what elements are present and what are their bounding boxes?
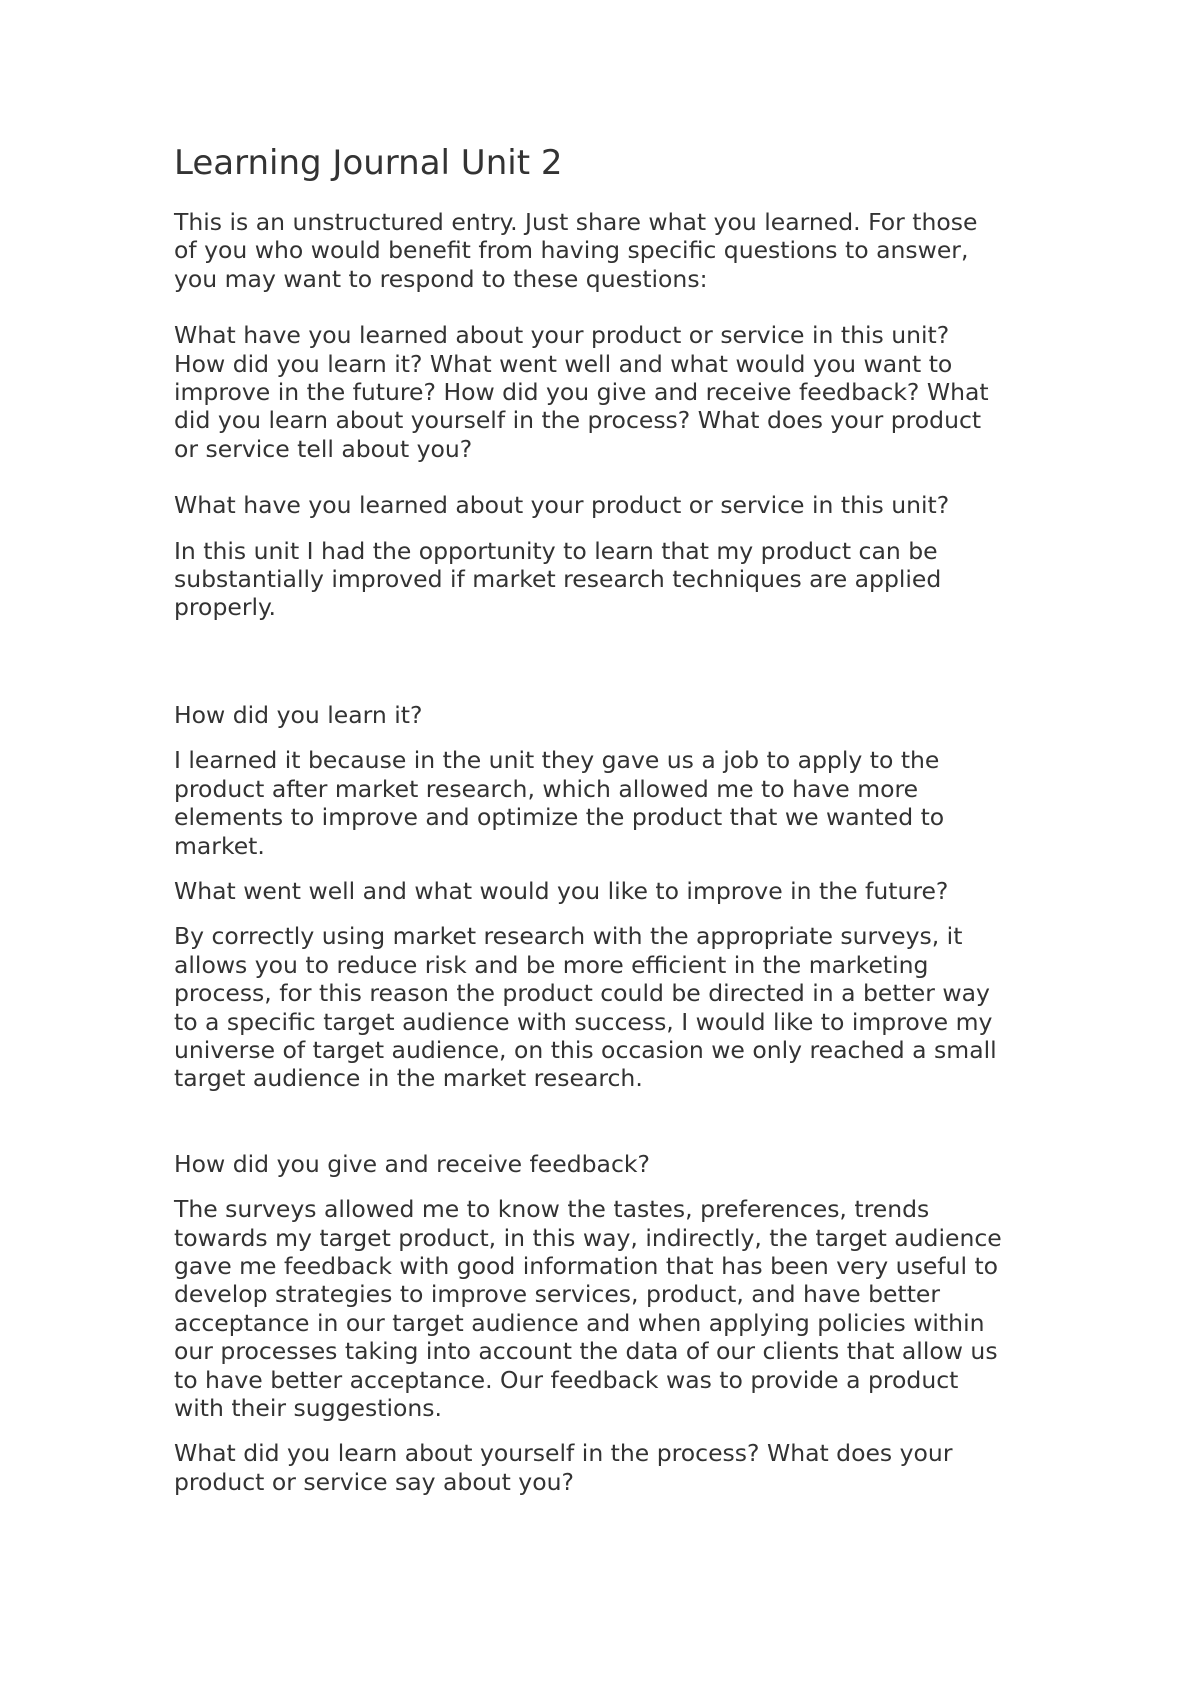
question-4: How did you give and receive feedback? xyxy=(174,1149,650,1178)
question-1: What have you learned about your product or service in this unit? xyxy=(174,491,950,520)
answer-4: The surveys allowed me to know the tastes, preferences, trends towards my target product, in this way, indirectly, the target audience gave me feedback with good information that has been very useful to develop strategies to improve services, product, and have better acceptance in our target audience and when applying policies within our processes taking into account the data of our clients that allow us to have better acceptance. Our feedback was to provide a product with their suggestions. xyxy=(174,1195,1002,1422)
page-title: Learning Journal Unit 2 xyxy=(174,143,563,183)
answer-3: By correctly using market research with the appropriate surveys, it allows you to reduce risk and be more efficient in the marketing process, for this reason the product could be directed in a better way to a specific target audience with success, I would like to improve my universe of target audience, on this occasion we only reached a small target audience in the market research. xyxy=(174,922,997,1093)
answer-2: I learned it because in the unit they gave us a job to apply to the product after market research, which allowed me to have more elements to improve and optimize the product that we wanted to market. xyxy=(174,746,945,860)
document-page xyxy=(174,142,1054,1496)
question-3: What went well and what would you like to improve in the future? xyxy=(174,876,949,905)
answer-1: In this unit I had the opportunity to learn that my product can be substantially improved if market research techniques are applied properly. xyxy=(174,536,942,622)
questions-paragraph: What have you learned about your product or service in this unit? How did you learn it? What went well and what would you want to improve in the future? How did you give and receive feedback? What did you learn about yourself in the process? What does your product or service tell about you? xyxy=(174,321,989,463)
question-5: What did you learn about yourself in the process? What does your product or service say about you? xyxy=(174,1439,953,1496)
question-2: How did you learn it? xyxy=(174,700,423,729)
intro-paragraph: This is an unstructured entry. Just share what you learned. For those of you who would benefit from having specific questions to answer, you may want to respond to these questions: xyxy=(174,208,978,293)
